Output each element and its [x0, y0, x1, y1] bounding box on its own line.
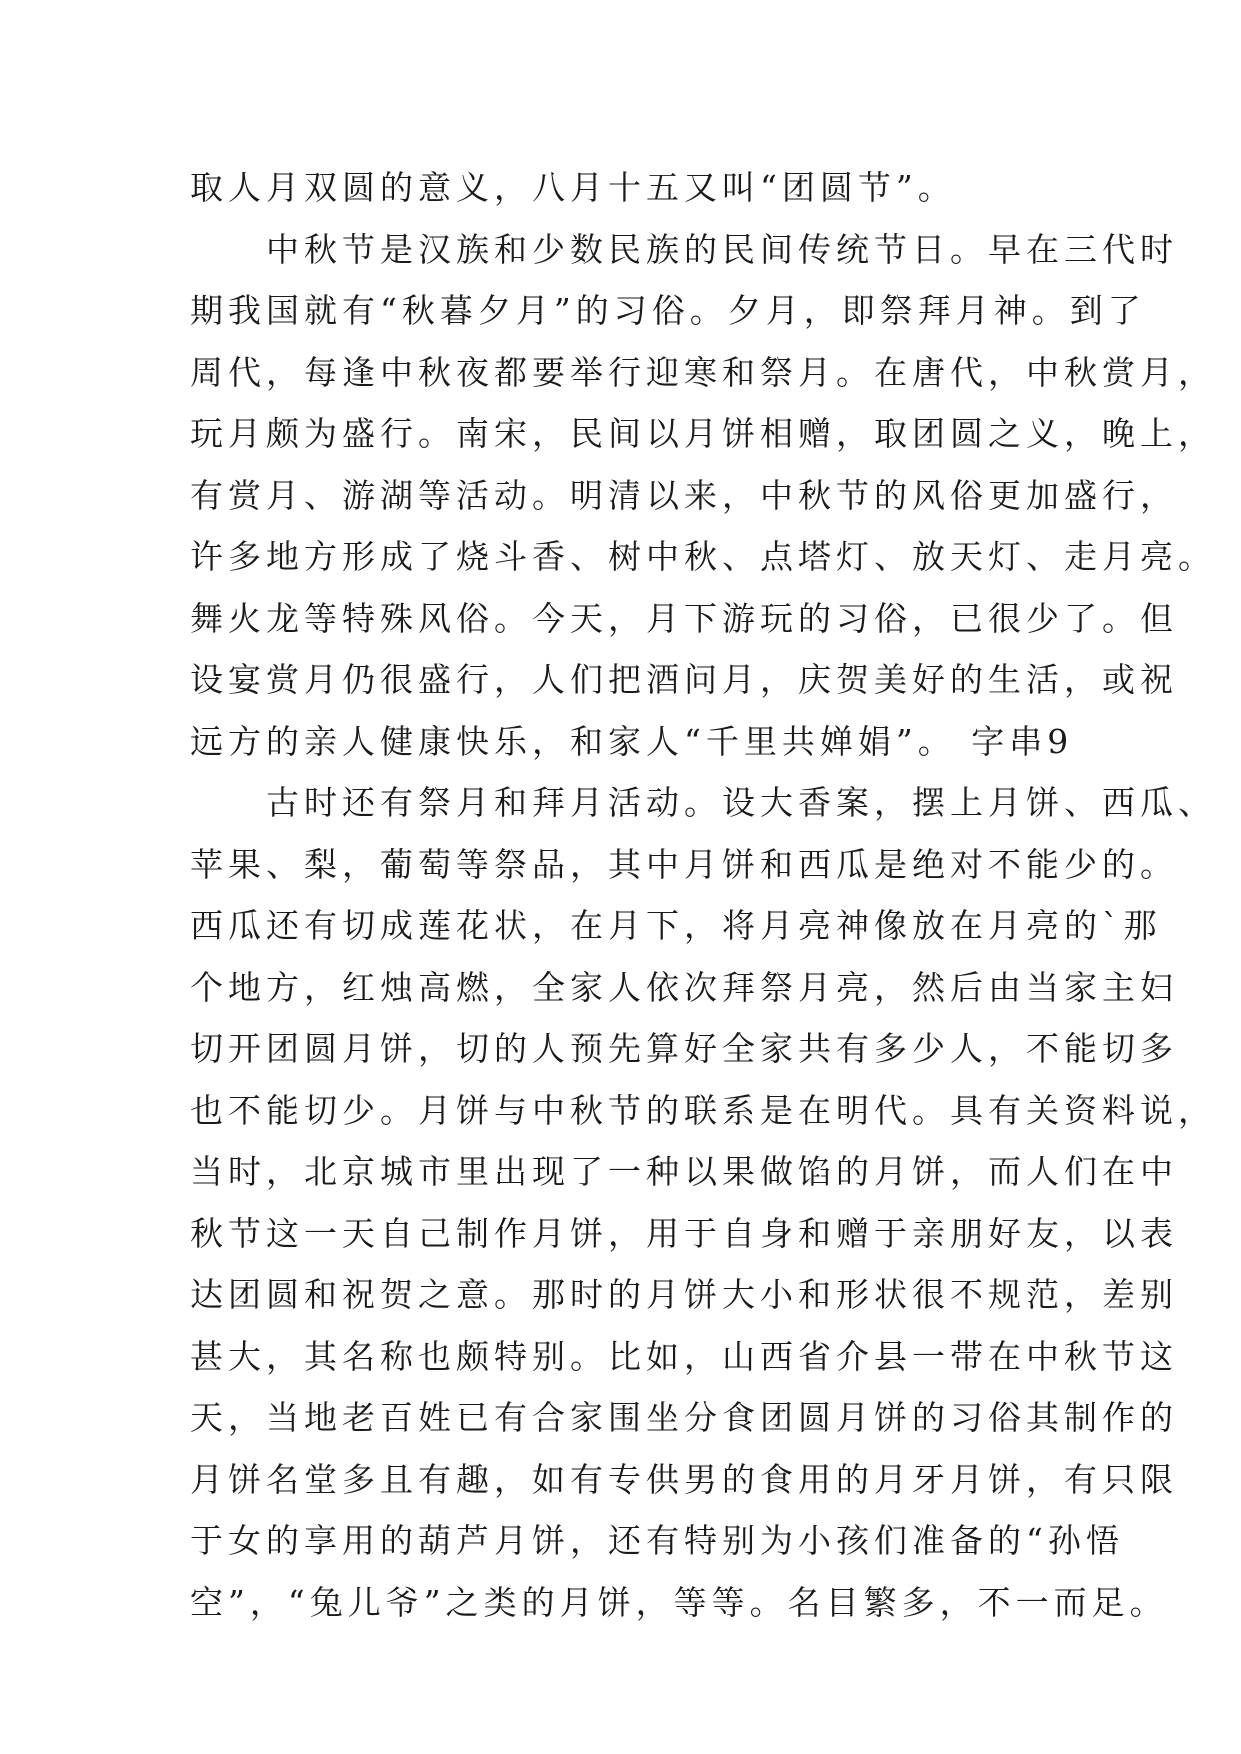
text-line: 当时，北京城市里出现了一种以果做馅的月饼，而人们在中	[190, 1152, 1178, 1191]
text-line: 取人月双圆的意义，八月十五又叫“团圆节”。	[190, 168, 956, 207]
text-line: 天，当地老百姓已有合家围坐分食团圆月饼的习俗其制作的	[190, 1398, 1178, 1437]
text-line: 达团圆和祝贺之意。那时的月饼大小和形状很不规范，差别	[190, 1275, 1178, 1314]
text-line: 玩月颇为盛行。南宋，民间以月饼相赠，取团圆之义，晚上，	[190, 414, 1216, 453]
text-line: 设宴赏月仍很盛行，人们把酒问月，庆贺美好的生活，或祝	[190, 660, 1178, 699]
text-line: 月饼名堂多且有趣，如有专供男的食用的月牙月饼，有只限	[190, 1459, 1178, 1499]
text-line: 也不能切少。月饼与中秋节的联系是在明代。具有关资料说，	[190, 1090, 1216, 1130]
paragraph-first-line: 中秋节是汉族和少数民族的民间传统节日。早在三代时	[266, 229, 1178, 269]
text-line: 秋节这一天自己制作月饼，用于自身和赠于亲朋好友，以表	[190, 1213, 1178, 1253]
text-line: 远方的亲人健康快乐，和家人“千里共婵娟”。 字串9	[190, 721, 1074, 761]
text-line: 苹果、梨，葡萄等祭品，其中月饼和西瓜是绝对不能少的。	[190, 844, 1178, 884]
text-line: 周代，每逢中秋夜都要举行迎寒和祭月。在唐代，中秋赏月，	[190, 352, 1216, 392]
paragraph-first-line: 古时还有祭月和拜月活动。设大香案，摆上月饼、西瓜、	[266, 783, 1216, 822]
text-line: 期我国就有“秋暮夕月”的习俗。夕月，即祭拜月神。到了	[190, 291, 1146, 330]
text-line: 个地方，红烛高燃，全家人依次拜祭月亮，然后由当家主妇	[190, 967, 1178, 1007]
text-line: 许多地方形成了烧斗香、树中秋、点塔灯、放天灯、走月亮。	[190, 537, 1216, 576]
text-line: 有赏月、游湖等活动。明清以来，中秋节的风俗更加盛行，	[190, 475, 1178, 515]
text-line: 舞火龙等特殊风俗。今天，月下游玩的习俗，已很少了。但	[190, 598, 1178, 638]
text-line: 空”，“兔儿爷”之类的月饼，等等。名目繁多，不一而足。	[190, 1582, 1168, 1622]
text-line: 切开团圆月饼，切的人预先算好全家共有多少人，不能切多	[190, 1029, 1178, 1068]
text-line: 西瓜还有切成莲花状，在月下，将月亮神像放在月亮的`那	[190, 906, 1162, 945]
text-line: 甚大，其名称也颇特别。比如，山西省介县一带在中秋节这	[190, 1336, 1178, 1376]
text-line: 于女的享用的葫芦月饼，还有特别为小孩们准备的“孙悟	[190, 1521, 1124, 1560]
body-text	[190, 157, 1216, 1633]
